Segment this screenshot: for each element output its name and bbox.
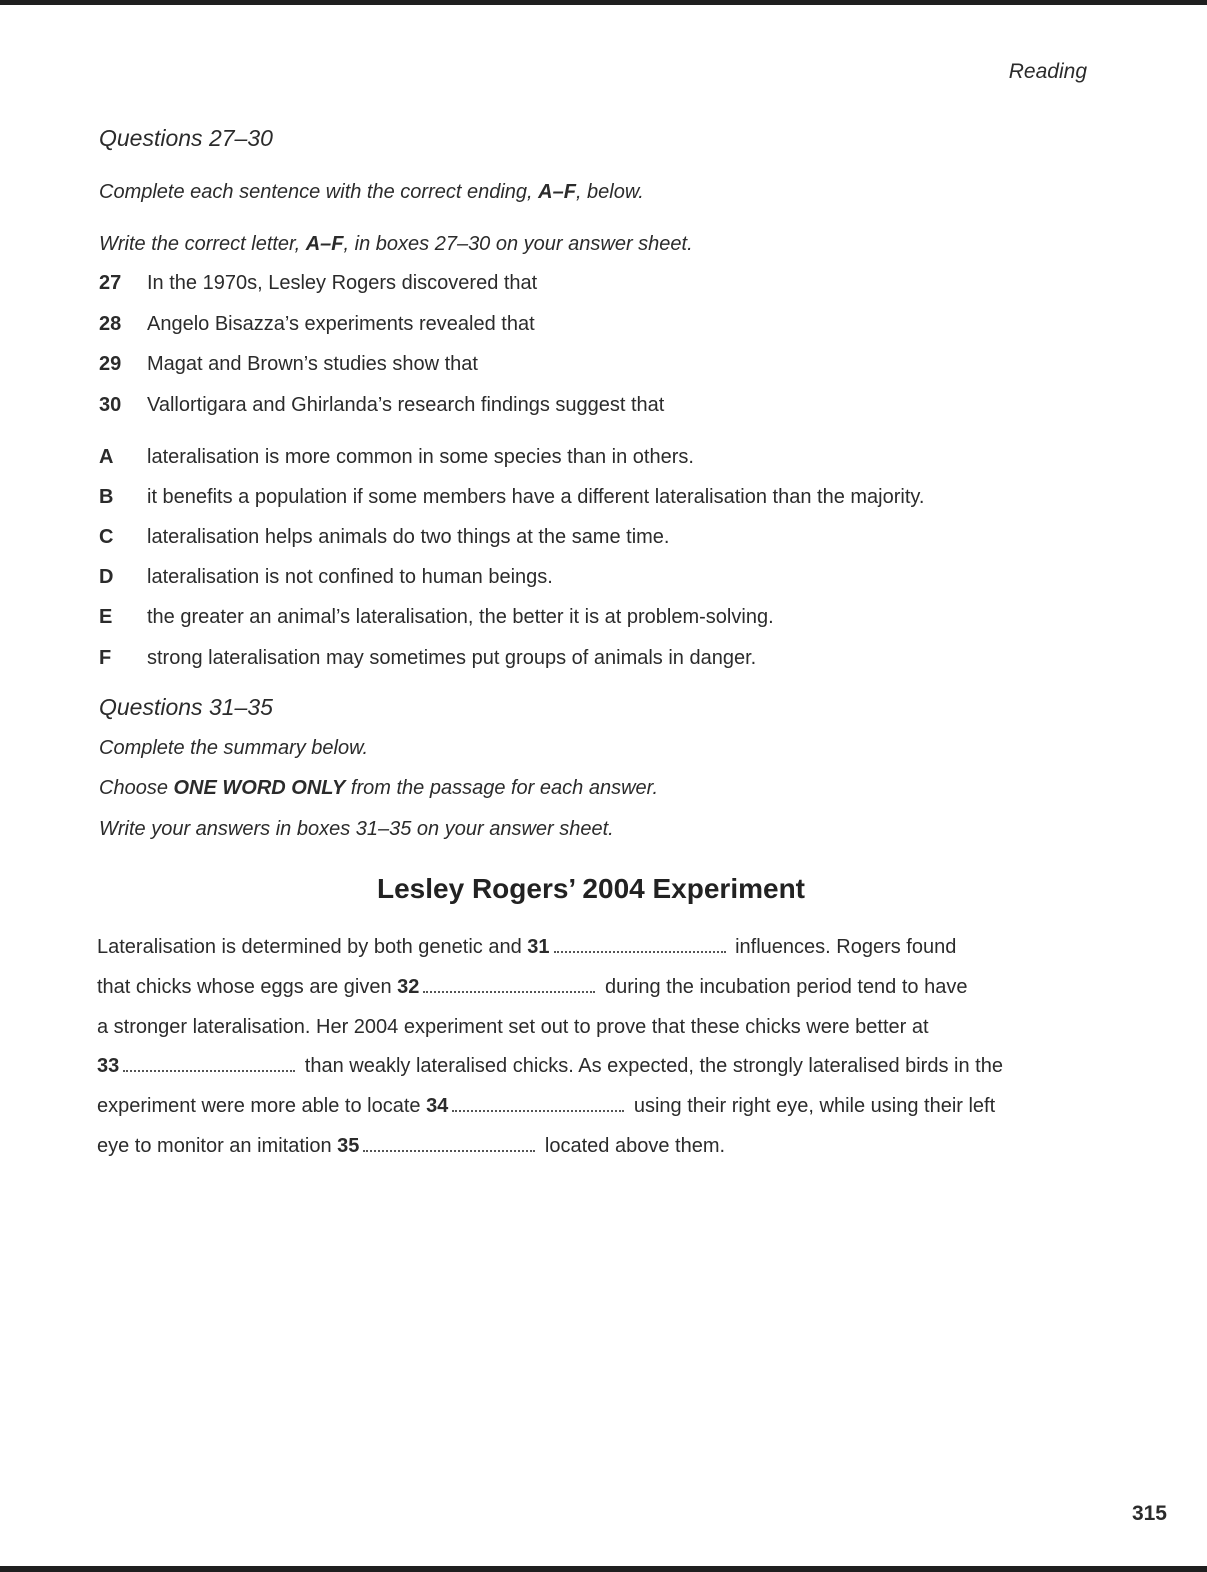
summary-line: that chicks whose eggs are given 32 during the incubation period tend to have bbox=[97, 976, 968, 998]
answer-gap[interactable] bbox=[452, 1106, 624, 1112]
ending-row bbox=[99, 526, 670, 549]
running-head: Reading bbox=[1008, 60, 1087, 83]
question-number: 29 bbox=[99, 353, 122, 375]
ending-row bbox=[99, 647, 756, 670]
summary-line: a stronger lateralisation. Her 2004 experiment set out to prove that these chicks were better at bbox=[97, 1016, 929, 1038]
gap-number: 31 bbox=[527, 936, 550, 958]
ending-letter: C bbox=[99, 526, 114, 548]
ending-text: the greater an animal’s lateralisation, the better it is at problem-solving. bbox=[147, 606, 774, 628]
gap-number: 34 bbox=[426, 1095, 449, 1117]
answer-gap[interactable] bbox=[554, 947, 726, 953]
top-rule bbox=[0, 0, 1207, 5]
ending-row bbox=[99, 606, 774, 629]
question-row bbox=[99, 313, 535, 336]
ending-text: lateralisation helps animals do two things at the same time. bbox=[147, 526, 670, 548]
ending-row bbox=[99, 486, 924, 509]
instruction-write-answers: Write your answers in boxes 31–35 on your answer sheet. bbox=[99, 818, 614, 840]
gap-number: 35 bbox=[337, 1135, 360, 1157]
page-number: 315 bbox=[1131, 1502, 1167, 1525]
summary-line: Lateralisation is determined by both genetic and 31 influences. Rogers found bbox=[97, 936, 957, 958]
question-text: Vallortigara and Ghirlanda’s research findings suggest that bbox=[147, 394, 665, 416]
ending-text: lateralisation is not confined to human beings. bbox=[147, 566, 553, 588]
question-text: Magat and Brown’s studies show that bbox=[147, 353, 478, 375]
answer-gap[interactable] bbox=[123, 1066, 295, 1072]
gap-number: 32 bbox=[397, 976, 420, 998]
question-number: 27 bbox=[99, 272, 122, 294]
section-title-27-30: Questions 27–30 bbox=[99, 125, 273, 151]
ending-row bbox=[99, 446, 694, 469]
question-number: 30 bbox=[99, 394, 122, 416]
bottom-rule bbox=[0, 1566, 1207, 1572]
ending-letter: B bbox=[99, 486, 114, 508]
question-number: 28 bbox=[99, 313, 122, 335]
ending-letter: A bbox=[99, 446, 114, 468]
summary-line: eye to monitor an imitation 35 located above them. bbox=[97, 1135, 726, 1157]
question-row bbox=[99, 394, 664, 417]
ending-letter: F bbox=[99, 647, 112, 669]
gap-number: 33 bbox=[97, 1055, 120, 1077]
answer-gap[interactable] bbox=[363, 1146, 535, 1152]
ending-letter: E bbox=[99, 606, 113, 628]
ending-text: it benefits a population if some members have a different lateralisation than the majority. bbox=[147, 486, 925, 508]
instruction-complete-sentences: Complete each sentence with the correct ending, A–F, below. bbox=[99, 181, 644, 203]
ending-row bbox=[99, 566, 553, 589]
summary-title: Lesley Rogers’ 2004 Experiment bbox=[377, 873, 805, 904]
instruction-one-word: Choose ONE WORD ONLY from the passage for each answer. bbox=[99, 777, 659, 799]
ending-text: lateralisation is more common in some species than in others. bbox=[147, 446, 694, 468]
ending-text: strong lateralisation may sometimes put groups of animals in danger. bbox=[147, 647, 757, 669]
summary-line: 33 than weakly lateralised chicks. As expected, the strongly lateralised birds in the bbox=[97, 1055, 1003, 1077]
instruction-complete-summary: Complete the summary below. bbox=[99, 737, 369, 759]
section-title-31-35: Questions 31–35 bbox=[99, 694, 273, 720]
summary-line: experiment were more able to locate 34 using their right eye, while using their left bbox=[97, 1095, 996, 1117]
ending-letter: D bbox=[99, 566, 114, 588]
question-text: In the 1970s, Lesley Rogers discovered that bbox=[147, 272, 538, 294]
question-row bbox=[99, 353, 478, 376]
answer-gap[interactable] bbox=[423, 987, 595, 993]
question-row bbox=[99, 272, 537, 295]
question-text: Angelo Bisazza’s experiments revealed that bbox=[147, 313, 535, 335]
instruction-write-letter: Write the correct letter, A–F, in boxes 27–30 on your answer sheet. bbox=[99, 233, 693, 255]
